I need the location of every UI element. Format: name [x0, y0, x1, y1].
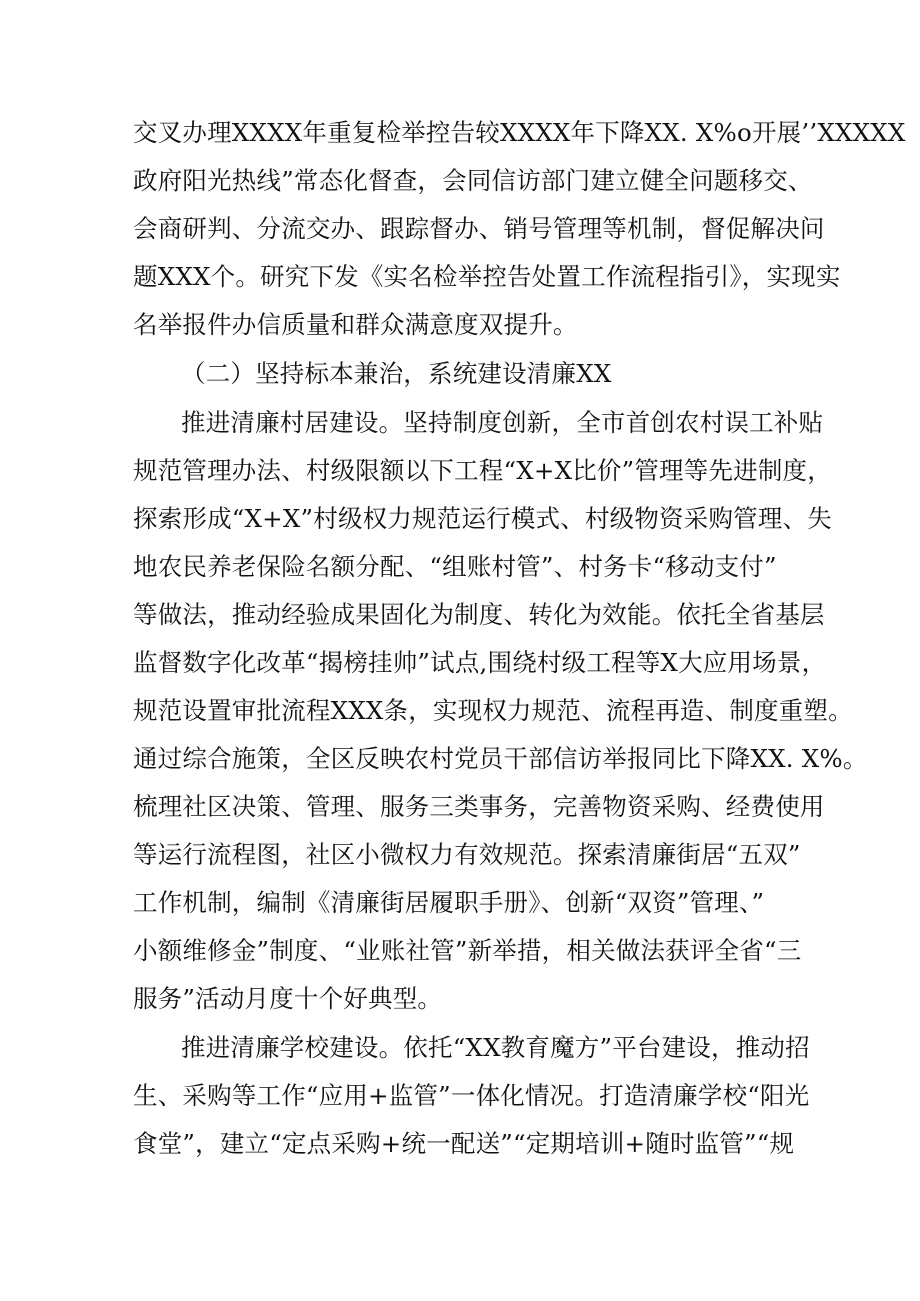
- text-line: 等运行流程图，社区小微权力有效规范。探索清廉街居“五双”: [133, 840, 801, 869]
- text-line: 规范设置审批流程XXX条，实现权力规范、流程再造、制度重塑。: [133, 696, 853, 725]
- text-line: 地农民养老保险名额分配、“组账村管”、村务卡“移动支付”: [133, 552, 777, 581]
- text-line: 通过综合施策，全区反映农村党员干部信访举报同比下降XX. X%。: [133, 744, 868, 773]
- text-line: 会商研判、分流交办、跟踪督办、销号管理等机制，督促解决问: [133, 214, 825, 243]
- text-line: 推进清廉学校建设。依托“XX教育魔方”平台建设，推动招: [181, 1033, 810, 1062]
- section-heading: （二）坚持标本兼治，系统建设清廉XX: [181, 359, 612, 388]
- text-line: 政府阳光热线”常态化督查，会同信访部门建立健全问题移交、: [133, 166, 813, 195]
- text-line: 梳理社区决策、管理、服务三类事务，完善物资采购、经费使用: [133, 792, 825, 821]
- text-line: 食堂”，建立“定点采购+统一配送”“定期培训+随时监管”“规: [133, 1129, 795, 1158]
- text-line: 服务”活动月度十个好典型。: [133, 984, 443, 1013]
- text-line: 探索形成“X+X”村级权力规范运行模式、村级物资采购管理、失: [133, 504, 832, 533]
- text-line: 小额维修金”制度、“业账社管”新举措，相关做法获评全省“三: [133, 936, 802, 965]
- text-line: 名举报件办信质量和群众满意度双提升。: [133, 310, 578, 339]
- text-line: 规范管理办法、村级限额以下工程“X+X比价”管理等先进制度，: [133, 456, 832, 485]
- text-line: 交叉办理XXXX年重复检举控告较XXXX年下降XX. X%o开展’’XXXXX: [133, 118, 906, 147]
- text-line: 推进清廉村居建设。坚持制度创新，全市首创农村误工补贴: [181, 408, 824, 437]
- text-line: 工作机制，编制《清廉街居履职手册》、创新“双资”管理、”: [133, 888, 765, 917]
- text-line: 生、采购等工作“应用+监管”一体化情况。打造清廉学校“阳光: [133, 1081, 810, 1110]
- text-line: 等做法，推动经验成果固化为制度、转化为效能。依托全省基层: [133, 600, 825, 629]
- text-line: 监督数字化改革“揭榜挂帅”试点,围绕村级工程等X大应用场景，: [133, 648, 827, 677]
- text-line: 题XXX个。研究下发《实名检举控告处置工作流程指引》，实现实: [133, 262, 841, 291]
